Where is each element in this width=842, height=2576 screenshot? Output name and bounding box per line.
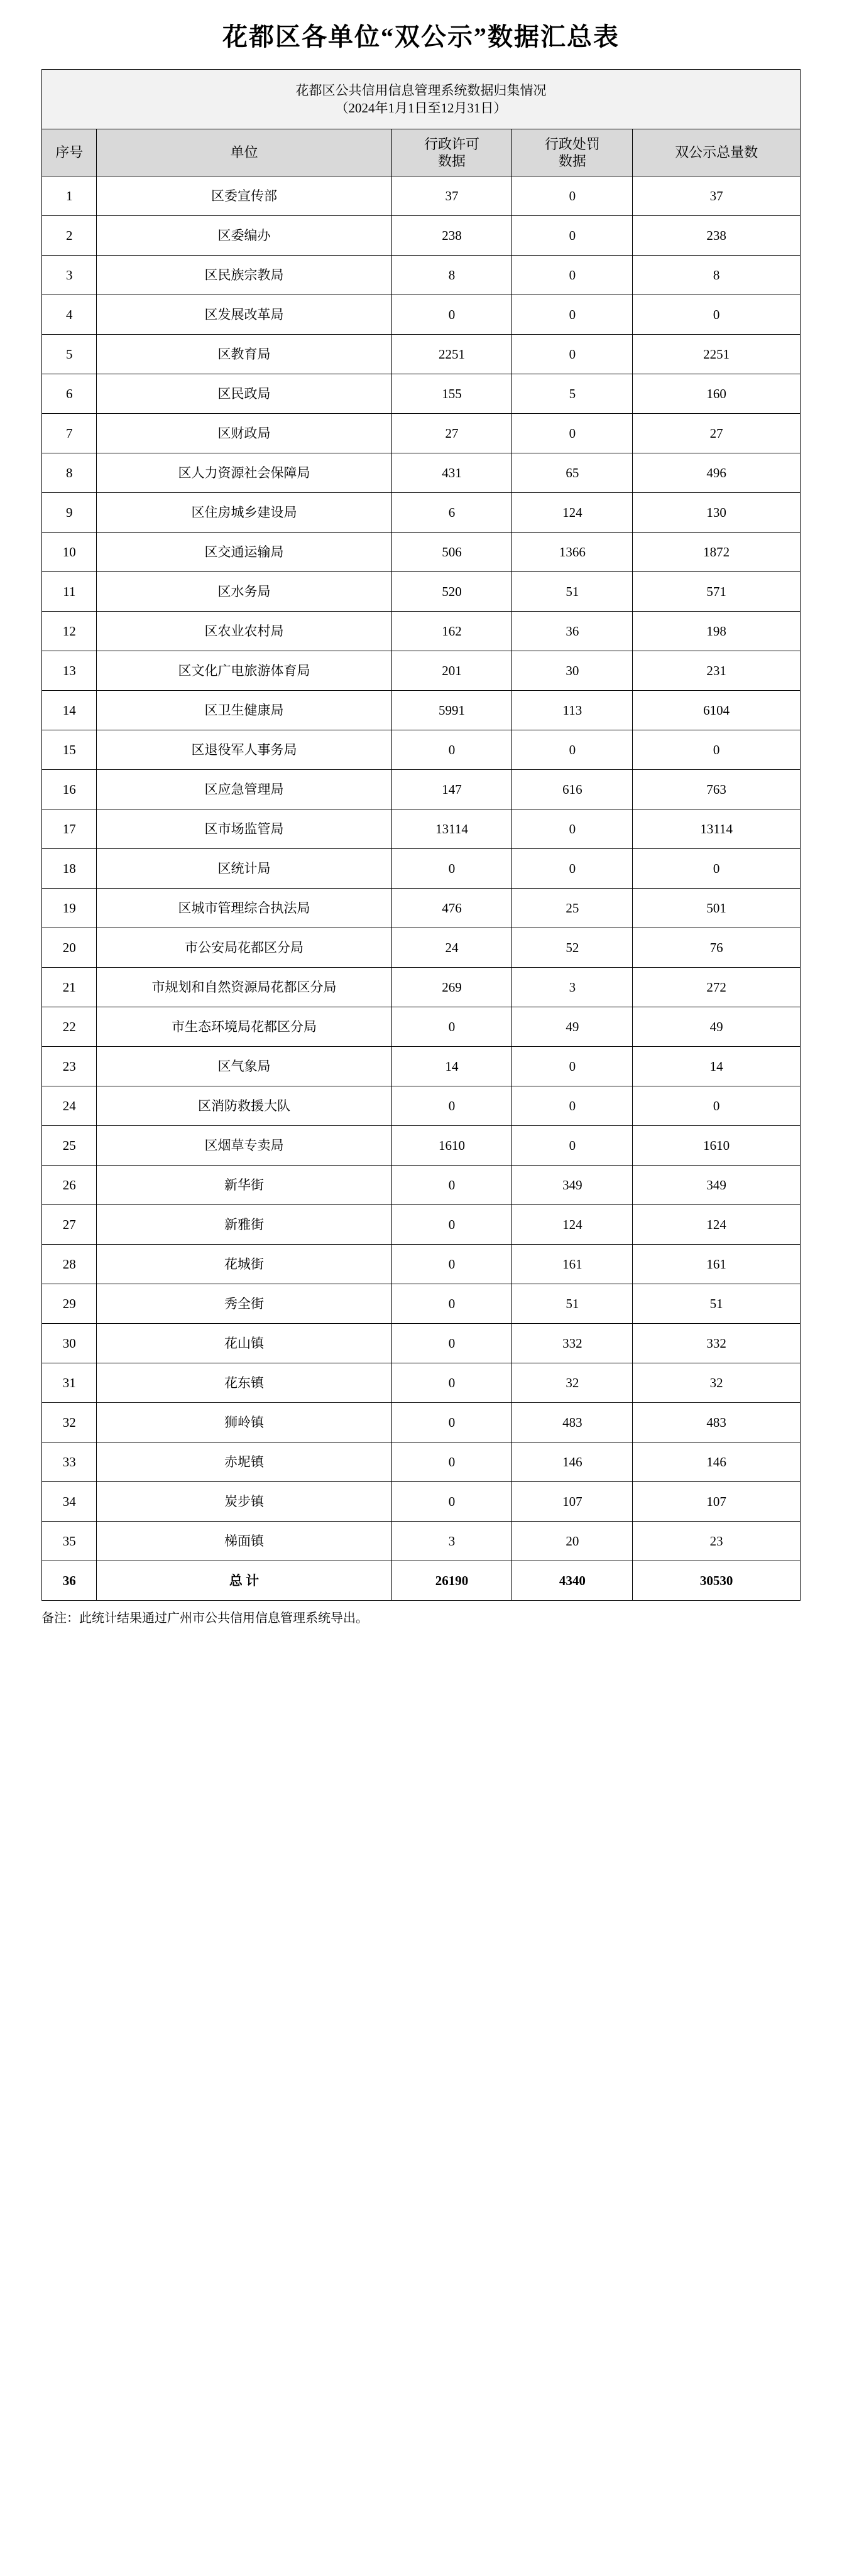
cell-unit: 市公安局花都区分局 <box>97 928 391 968</box>
table-row <box>42 572 801 612</box>
cell-total: 238 <box>633 216 801 256</box>
cell-license: 0 <box>391 1166 512 1205</box>
cell-penalty: 36 <box>512 612 633 651</box>
cell-unit: 区市场监管局 <box>97 809 391 849</box>
cell-unit: 区应急管理局 <box>97 770 391 809</box>
table-row <box>42 1007 801 1047</box>
table-row <box>42 295 801 335</box>
cell-index: 19 <box>42 889 97 928</box>
cell-index: 20 <box>42 928 97 968</box>
cell-total: 160 <box>633 374 801 414</box>
cell-total: 51 <box>633 1284 801 1324</box>
table-row <box>42 453 801 493</box>
cell-license: 162 <box>391 612 512 651</box>
cell-index: 11 <box>42 572 97 612</box>
cell-license: 1610 <box>391 1126 512 1166</box>
cell-unit: 区消防救援大队 <box>97 1086 391 1126</box>
header-penalty-line-2: 数据 <box>558 153 586 169</box>
cell-index: 4 <box>42 295 97 335</box>
header-total: 双公示总量数 <box>633 129 801 176</box>
table-row <box>42 1245 801 1284</box>
cell-license: 238 <box>391 216 512 256</box>
table-row <box>42 1166 801 1205</box>
table-row <box>42 651 801 691</box>
cell-total: 231 <box>633 651 801 691</box>
cell-penalty: 0 <box>512 809 633 849</box>
cell-total: 8 <box>633 256 801 295</box>
cell-index: 1 <box>42 176 97 216</box>
cell-index: 27 <box>42 1205 97 1245</box>
cell-unit: 炭步镇 <box>97 1482 391 1522</box>
cell-penalty: 0 <box>512 256 633 295</box>
cell-penalty: 107 <box>512 1482 633 1522</box>
cell-index: 30 <box>42 1324 97 1363</box>
cell-index: 2 <box>42 216 97 256</box>
cell-total: 27 <box>633 414 801 453</box>
summary-table <box>41 69 801 1601</box>
table-row <box>42 176 801 216</box>
cell-total: 13114 <box>633 809 801 849</box>
cell-index: 34 <box>42 1482 97 1522</box>
cell-unit: 区财政局 <box>97 414 391 453</box>
cell-penalty: 5 <box>512 374 633 414</box>
cell-penalty: 0 <box>512 216 633 256</box>
header-license <box>391 129 512 176</box>
cell-index: 24 <box>42 1086 97 1126</box>
cell-total: 161 <box>633 1245 801 1284</box>
cell-total: 49 <box>633 1007 801 1047</box>
table-row <box>42 849 801 889</box>
cell-index: 28 <box>42 1245 97 1284</box>
cell-index: 5 <box>42 335 97 374</box>
cell-index: 10 <box>42 533 97 572</box>
cell-penalty: 4340 <box>512 1561 633 1601</box>
cell-unit: 市生态环境局花都区分局 <box>97 1007 391 1047</box>
cell-penalty: 3 <box>512 968 633 1007</box>
table-row <box>42 1482 801 1522</box>
cell-license: 431 <box>391 453 512 493</box>
cell-penalty: 0 <box>512 414 633 453</box>
cell-index: 31 <box>42 1363 97 1403</box>
table-row <box>42 374 801 414</box>
header-index: 序号 <box>42 129 97 176</box>
cell-index: 21 <box>42 968 97 1007</box>
cell-unit: 花东镇 <box>97 1363 391 1403</box>
cell-unit: 区委宣传部 <box>97 176 391 216</box>
table-row <box>42 809 801 849</box>
cell-total: 571 <box>633 572 801 612</box>
cell-penalty: 20 <box>512 1522 633 1561</box>
cell-unit: 市规划和自然资源局花都区分局 <box>97 968 391 1007</box>
cell-unit: 区文化广电旅游体育局 <box>97 651 391 691</box>
cell-total: 2251 <box>633 335 801 374</box>
cell-unit: 区教育局 <box>97 335 391 374</box>
cell-index: 15 <box>42 730 97 770</box>
cell-license: 0 <box>391 1284 512 1324</box>
cell-unit: 区交通运输局 <box>97 533 391 572</box>
cell-license: 26190 <box>391 1561 512 1601</box>
header-penalty-line-1: 行政处罚 <box>544 136 600 152</box>
cell-total: 349 <box>633 1166 801 1205</box>
cell-index: 3 <box>42 256 97 295</box>
cell-index: 13 <box>42 651 97 691</box>
cell-license: 476 <box>391 889 512 928</box>
cell-license: 27 <box>391 414 512 453</box>
cell-license: 0 <box>391 1403 512 1442</box>
cell-license: 5991 <box>391 691 512 730</box>
cell-license: 520 <box>391 572 512 612</box>
cell-unit: 新华街 <box>97 1166 391 1205</box>
table-row <box>42 493 801 533</box>
table-row <box>42 1284 801 1324</box>
cell-total: 76 <box>633 928 801 968</box>
cell-unit: 区人力资源社会保障局 <box>97 453 391 493</box>
table-row <box>42 928 801 968</box>
cell-penalty: 124 <box>512 1205 633 1245</box>
cell-total: 763 <box>633 770 801 809</box>
cell-index: 26 <box>42 1166 97 1205</box>
cell-license: 0 <box>391 1205 512 1245</box>
cell-total: 14 <box>633 1047 801 1086</box>
cell-license: 14 <box>391 1047 512 1086</box>
cell-total: 0 <box>633 1086 801 1126</box>
table-row <box>42 730 801 770</box>
cell-penalty: 32 <box>512 1363 633 1403</box>
cell-unit: 总 计 <box>97 1561 391 1601</box>
cell-penalty: 0 <box>512 176 633 216</box>
cell-index: 32 <box>42 1403 97 1442</box>
cell-index: 22 <box>42 1007 97 1047</box>
cell-penalty: 0 <box>512 1047 633 1086</box>
cell-license: 0 <box>391 1324 512 1363</box>
cell-penalty: 0 <box>512 849 633 889</box>
cell-license: 13114 <box>391 809 512 849</box>
table-total-row <box>42 1561 801 1601</box>
cell-penalty: 332 <box>512 1324 633 1363</box>
cell-penalty: 146 <box>512 1442 633 1482</box>
cell-unit: 区退役军人事务局 <box>97 730 391 770</box>
cell-license: 0 <box>391 1482 512 1522</box>
cell-unit: 区水务局 <box>97 572 391 612</box>
cell-unit: 区发展改革局 <box>97 295 391 335</box>
table-row <box>42 968 801 1007</box>
cell-total: 332 <box>633 1324 801 1363</box>
cell-total: 30530 <box>633 1561 801 1601</box>
cell-license: 37 <box>391 176 512 216</box>
cell-penalty: 113 <box>512 691 633 730</box>
cell-unit: 花城街 <box>97 1245 391 1284</box>
cell-total: 6104 <box>633 691 801 730</box>
header-unit: 单位 <box>97 129 391 176</box>
cell-unit: 花山镇 <box>97 1324 391 1363</box>
header-license-line-2: 数据 <box>437 153 466 169</box>
cell-index: 36 <box>42 1561 97 1601</box>
cell-license: 0 <box>391 1245 512 1284</box>
cell-license: 6 <box>391 493 512 533</box>
cell-unit: 区气象局 <box>97 1047 391 1086</box>
table-body <box>42 70 801 1601</box>
cell-total: 0 <box>633 295 801 335</box>
cell-penalty: 52 <box>512 928 633 968</box>
cell-total: 272 <box>633 968 801 1007</box>
cell-total: 146 <box>633 1442 801 1482</box>
cell-index: 7 <box>42 414 97 453</box>
cell-license: 269 <box>391 968 512 1007</box>
cell-penalty: 483 <box>512 1403 633 1442</box>
cell-penalty: 30 <box>512 651 633 691</box>
cell-license: 0 <box>391 295 512 335</box>
cell-unit: 梯面镇 <box>97 1522 391 1561</box>
table-subtitle-row <box>42 70 801 129</box>
table-row <box>42 889 801 928</box>
table-row <box>42 256 801 295</box>
cell-total: 198 <box>633 612 801 651</box>
cell-penalty: 161 <box>512 1245 633 1284</box>
cell-total: 0 <box>633 849 801 889</box>
table-row <box>42 1442 801 1482</box>
cell-total: 107 <box>633 1482 801 1522</box>
cell-license: 0 <box>391 730 512 770</box>
table-row <box>42 1363 801 1403</box>
table-note: 备注：此统计结果通过广州市公共信用信息管理系统导出。 <box>41 1611 368 1625</box>
cell-unit: 秀全街 <box>97 1284 391 1324</box>
cell-license: 147 <box>391 770 512 809</box>
table-row <box>42 414 801 453</box>
cell-unit: 区烟草专卖局 <box>97 1126 391 1166</box>
cell-unit: 区民政局 <box>97 374 391 414</box>
cell-unit: 区农业农村局 <box>97 612 391 651</box>
cell-license: 506 <box>391 533 512 572</box>
cell-total: 0 <box>633 730 801 770</box>
cell-penalty: 0 <box>512 1086 633 1126</box>
cell-penalty: 1366 <box>512 533 633 572</box>
cell-penalty: 51 <box>512 1284 633 1324</box>
cell-penalty: 0 <box>512 295 633 335</box>
cell-index: 16 <box>42 770 97 809</box>
cell-penalty: 51 <box>512 572 633 612</box>
table-row <box>42 1324 801 1363</box>
table-row <box>42 1086 801 1126</box>
table-row <box>42 691 801 730</box>
cell-unit: 狮岭镇 <box>97 1403 391 1442</box>
cell-license: 3 <box>391 1522 512 1561</box>
table-row <box>42 1403 801 1442</box>
cell-total: 130 <box>633 493 801 533</box>
cell-unit: 区住房城乡建设局 <box>97 493 391 533</box>
cell-total: 23 <box>633 1522 801 1561</box>
cell-total: 483 <box>633 1403 801 1442</box>
cell-penalty: 25 <box>512 889 633 928</box>
cell-license: 155 <box>391 374 512 414</box>
cell-license: 0 <box>391 1363 512 1403</box>
cell-license: 8 <box>391 256 512 295</box>
cell-penalty: 0 <box>512 1126 633 1166</box>
cell-unit: 区委编办 <box>97 216 391 256</box>
table-row <box>42 1522 801 1561</box>
cell-index: 29 <box>42 1284 97 1324</box>
page-title: 花都区各单位“双公示”数据汇总表 <box>222 23 620 51</box>
cell-penalty: 124 <box>512 493 633 533</box>
cell-total: 37 <box>633 176 801 216</box>
cell-unit: 区民族宗教局 <box>97 256 391 295</box>
table-header-row <box>42 129 801 176</box>
cell-index: 35 <box>42 1522 97 1561</box>
cell-penalty: 0 <box>512 335 633 374</box>
cell-total: 1872 <box>633 533 801 572</box>
cell-index: 33 <box>42 1442 97 1482</box>
cell-index: 25 <box>42 1126 97 1166</box>
cell-index: 17 <box>42 809 97 849</box>
cell-license: 0 <box>391 1086 512 1126</box>
cell-total: 1610 <box>633 1126 801 1166</box>
table-row <box>42 1126 801 1166</box>
cell-total: 501 <box>633 889 801 928</box>
cell-index: 23 <box>42 1047 97 1086</box>
cell-penalty: 349 <box>512 1166 633 1205</box>
cell-license: 201 <box>391 651 512 691</box>
cell-total: 32 <box>633 1363 801 1403</box>
cell-index: 18 <box>42 849 97 889</box>
cell-index: 9 <box>42 493 97 533</box>
cell-unit: 区统计局 <box>97 849 391 889</box>
cell-license: 2251 <box>391 335 512 374</box>
table-subtitle-cell <box>42 70 801 129</box>
cell-index: 14 <box>42 691 97 730</box>
cell-unit: 新雅街 <box>97 1205 391 1245</box>
cell-unit: 区卫生健康局 <box>97 691 391 730</box>
cell-unit: 区城市管理综合执法局 <box>97 889 391 928</box>
cell-license: 0 <box>391 1442 512 1482</box>
cell-index: 8 <box>42 453 97 493</box>
cell-penalty: 65 <box>512 453 633 493</box>
cell-total: 496 <box>633 453 801 493</box>
cell-unit: 赤坭镇 <box>97 1442 391 1482</box>
cell-penalty: 616 <box>512 770 633 809</box>
subtitle-line-1: 花都区公共信用信息管理系统数据归集情况 <box>295 82 547 98</box>
cell-total: 124 <box>633 1205 801 1245</box>
subtitle-line-2: （2024年1月1日至12月31日） <box>335 100 507 116</box>
cell-license: 24 <box>391 928 512 968</box>
table-row <box>42 533 801 572</box>
table-row <box>42 612 801 651</box>
cell-penalty: 0 <box>512 730 633 770</box>
table-row <box>42 1047 801 1086</box>
header-penalty <box>512 129 633 176</box>
cell-index: 12 <box>42 612 97 651</box>
cell-license: 0 <box>391 1007 512 1047</box>
table-row <box>42 770 801 809</box>
cell-index: 6 <box>42 374 97 414</box>
header-license-line-1: 行政许可 <box>424 136 479 152</box>
cell-penalty: 49 <box>512 1007 633 1047</box>
table-row <box>42 216 801 256</box>
table-row <box>42 1205 801 1245</box>
cell-license: 0 <box>391 849 512 889</box>
table-row <box>42 335 801 374</box>
